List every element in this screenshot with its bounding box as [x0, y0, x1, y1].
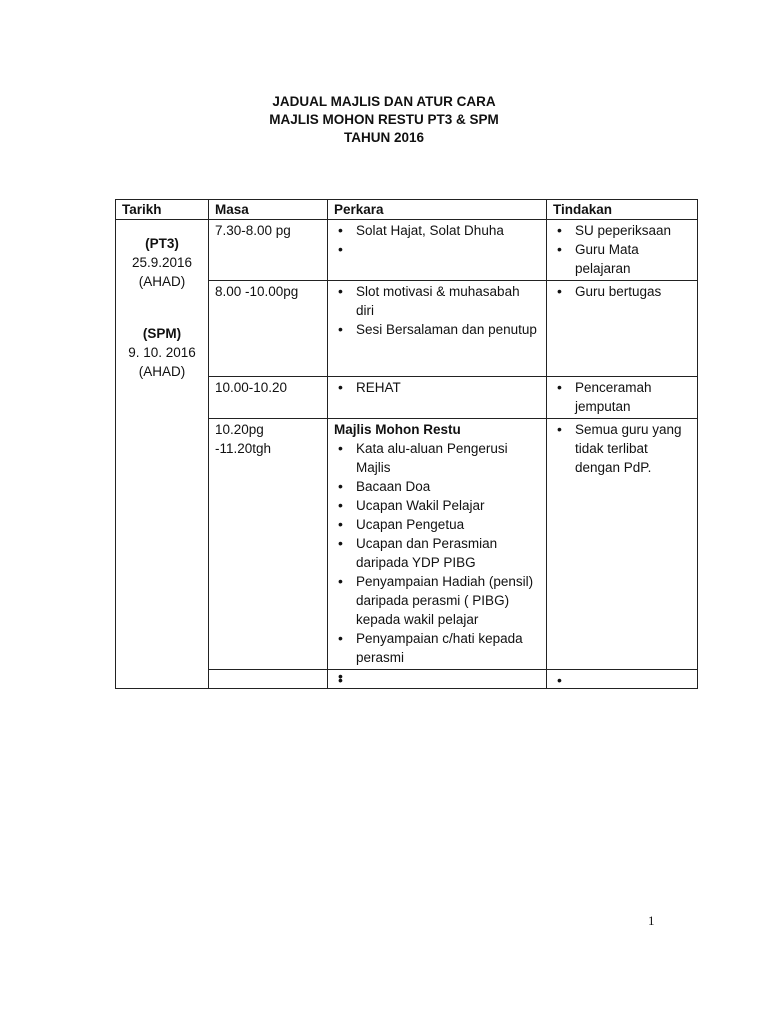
list-item: • Slot motivasi & muhasabah diri [334, 282, 540, 320]
list-item: • Bacaan Doa [334, 477, 540, 496]
list-item: • Ucapan Wakil Pelajar [334, 496, 540, 515]
perkara-cell [328, 377, 547, 419]
title-line-3: TAHUN 2016 [343, 130, 425, 145]
document-title [0, 93, 768, 147]
tindakan-cell [547, 377, 698, 419]
perkara-cell [328, 419, 547, 670]
tarikh-cell [116, 220, 209, 689]
masa-cell: 10.20pg -11.20tgh [209, 419, 328, 670]
perkara-cell [328, 220, 547, 281]
list-item: • Penceramah jemputan [553, 378, 691, 416]
perkara-heading: Majlis Mohon Restu [334, 422, 461, 437]
list-item: • Guru Mata pelajaran [553, 240, 691, 278]
spm-label: (SPM) [142, 326, 182, 341]
list-item: • SU peperiksaan [553, 221, 691, 240]
list-item: • Guru bertugas [553, 282, 691, 301]
header-perkara: Perkara [328, 200, 547, 220]
tindakan-cell [547, 419, 698, 670]
table-row [116, 220, 698, 281]
pt3-label: (PT3) [145, 236, 179, 251]
table-header-row [116, 200, 698, 220]
schedule-table [115, 199, 698, 689]
list-item: • Solat Hajat, Solat Dhuha [334, 221, 540, 240]
masa-cell: 8.00 -10.00pg [209, 281, 328, 377]
tindakan-cell [547, 281, 698, 377]
list-item: • Ucapan Pengetua [334, 515, 540, 534]
tindakan-cell [547, 220, 698, 281]
pt3-date: 25.9.2016 [131, 255, 193, 270]
pt3-day: (AHAD) [138, 274, 186, 289]
perkara-cell [328, 670, 547, 689]
list-item: • REHAT [334, 378, 540, 397]
header-tarikh: Tarikh [116, 200, 209, 220]
masa-cell [209, 670, 328, 689]
header-masa: Masa [209, 200, 328, 220]
header-tindakan: Tindakan [547, 200, 698, 220]
list-item: • Semua guru yang tidak terlibat dengan PdP. [553, 420, 691, 477]
list-item: • Penyampaian c/hati kepada perasmi [334, 629, 540, 667]
title-line-2: MAJLIS MOHON RESTU PT3 & SPM [269, 112, 499, 127]
spm-date: 9. 10. 2016 [128, 345, 196, 360]
title-line-1: JADUAL MAJLIS DAN ATUR CARA [272, 94, 496, 109]
spm-day: (AHAD) [138, 364, 186, 379]
list-item: • Sesi Bersalaman dan penutup [334, 320, 540, 339]
perkara-cell [328, 281, 547, 377]
list-item: • Ucapan dan Perasmian daripada YDP PIBG [334, 534, 540, 572]
tindakan-cell [547, 670, 698, 689]
list-item: • Kata alu-aluan Pengerusi Majlis [334, 439, 540, 477]
masa-cell: 10.00-10.20 [209, 377, 328, 419]
list-item: • Penyampaian Hadiah (pensil) daripada perasmi ( PIBG) kepada wakil pelajar [334, 572, 540, 629]
masa-cell: 7.30-8.00 pg [209, 220, 328, 281]
page-number: 1 [648, 913, 655, 928]
